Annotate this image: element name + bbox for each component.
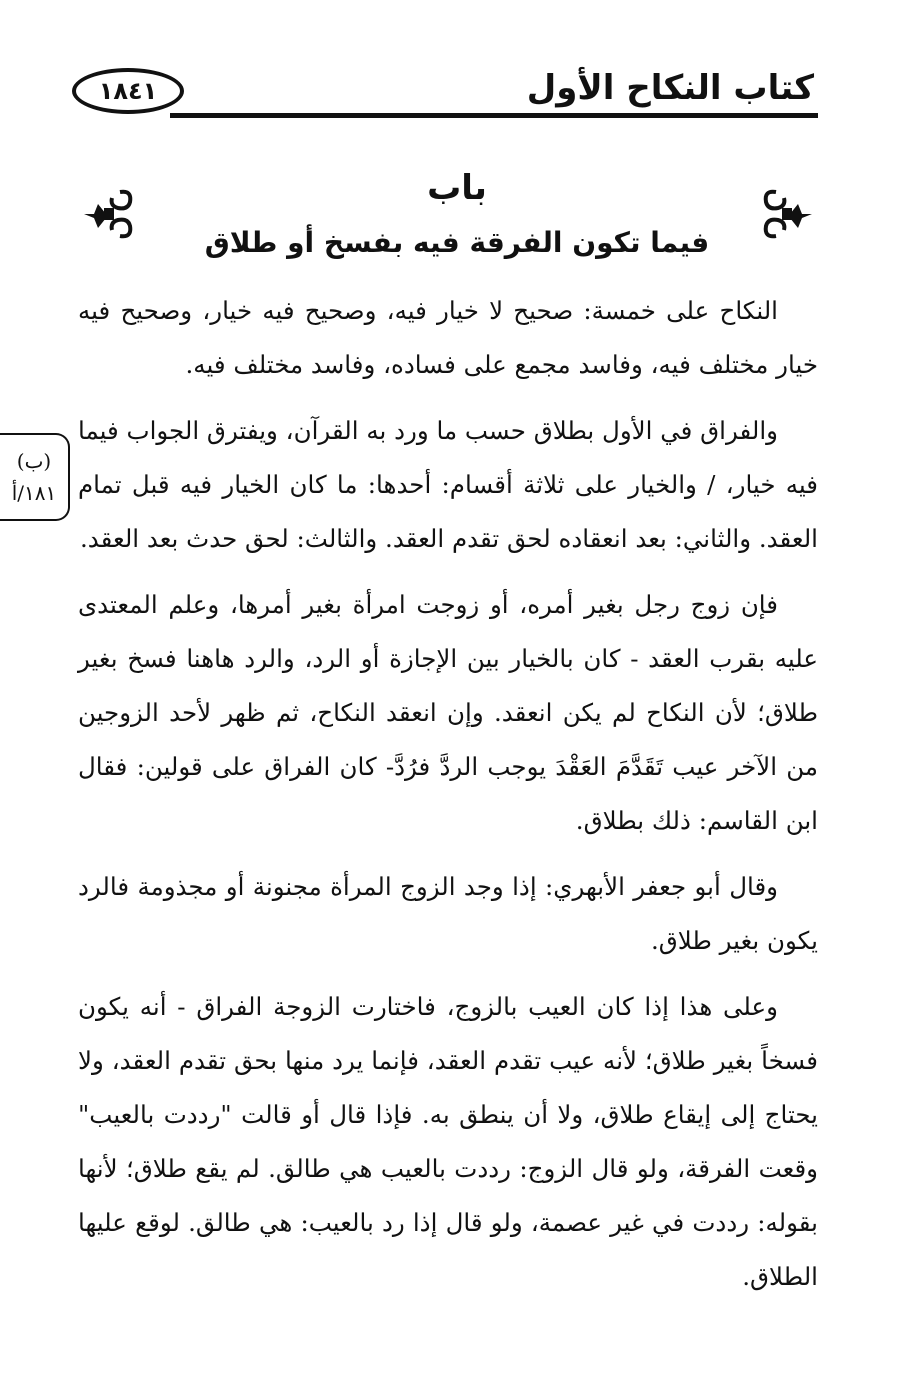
paragraph: وعلى هذا إذا كان العيب بالزوج، فاختارت الزوجة الفراق - أنه يكون فسخاً بغير طلاق؛ لأنه عيب تقدم العقد، فإنما يرد منها بحق تقدم العقد، ولا يحتاج إلى إيقاع طلاق، ولا أن ينطق به. فإذا قال أو قالت "رددت بالعيب" وقعت الفرقة، ولو قال الزوج: رددت بالعيب هي طالق. لم يقع طلاق؛ لأنها بقوله: رددت في غير عصمة، ولو قال إذا رد بالعيب: هي طالق. لوقع عليها الطلاق. [78,992,818,1291]
page-number-badge [72,68,184,114]
chapter-title: فيما تكون الفرقة فيه بفسخ أو طلاق [204,226,710,259]
chapter-label: باب [427,168,487,208]
paragraph: وقال أبو جعفر الأبهري: إذا وجد الزوج المرأة مجنونة أو مجذومة فالرد يكون بغير طلاق. [78,872,818,955]
margin-note-line: (ب) [16,449,52,473]
margin-note-line: ١٨١/أ [11,481,57,505]
paragraph: والفراق في الأول بطلاق حسب ما ورد به القرآن، ويفترق الجواب فيما فيه خيار، / والخيار على ثلاثة أقسام: أحدها: ما كان الخيار فيه قبل تمام العقد. والثاني: بعد انعقاده لحق تقدم العقد. والثالث: لحق حدث بعد العقد. [78,416,818,553]
folio-margin-note [0,433,70,521]
header-rule [170,113,818,118]
body-text [78,284,818,1316]
page-number: ١٨٤١ [98,77,158,105]
running-header-title: كتاب النكاح الأول [526,68,814,108]
paragraph: فإن زوج رجل بغير أمره، أو زوجت امرأة بغير أمرها، وعلم المعتدى عليه بقرب العقد - كان بالخيار بين الإجازة أو الرد، والرد هاهنا فسخ بغير طلاق؛ لأن النكاح لم يكن انعقد. وإن انعقد النكاح، ثم ظهر لأحد الزوجين من الآخر عيب تَقَدَّمَ العَقْدَ يوجب الردَّ فرُدَّ- كان الفراق على قولين: فقال ابن القاسم: ذلك بطلاق. [78,590,818,835]
paragraph: النكاح على خمسة: صحيح لا خيار فيه، وصحيح فيه خيار، وصحيح فيه خيار مختلف فيه، وفاسد مجمع على فساده، وفاسد مختلف فيه. [78,296,818,379]
